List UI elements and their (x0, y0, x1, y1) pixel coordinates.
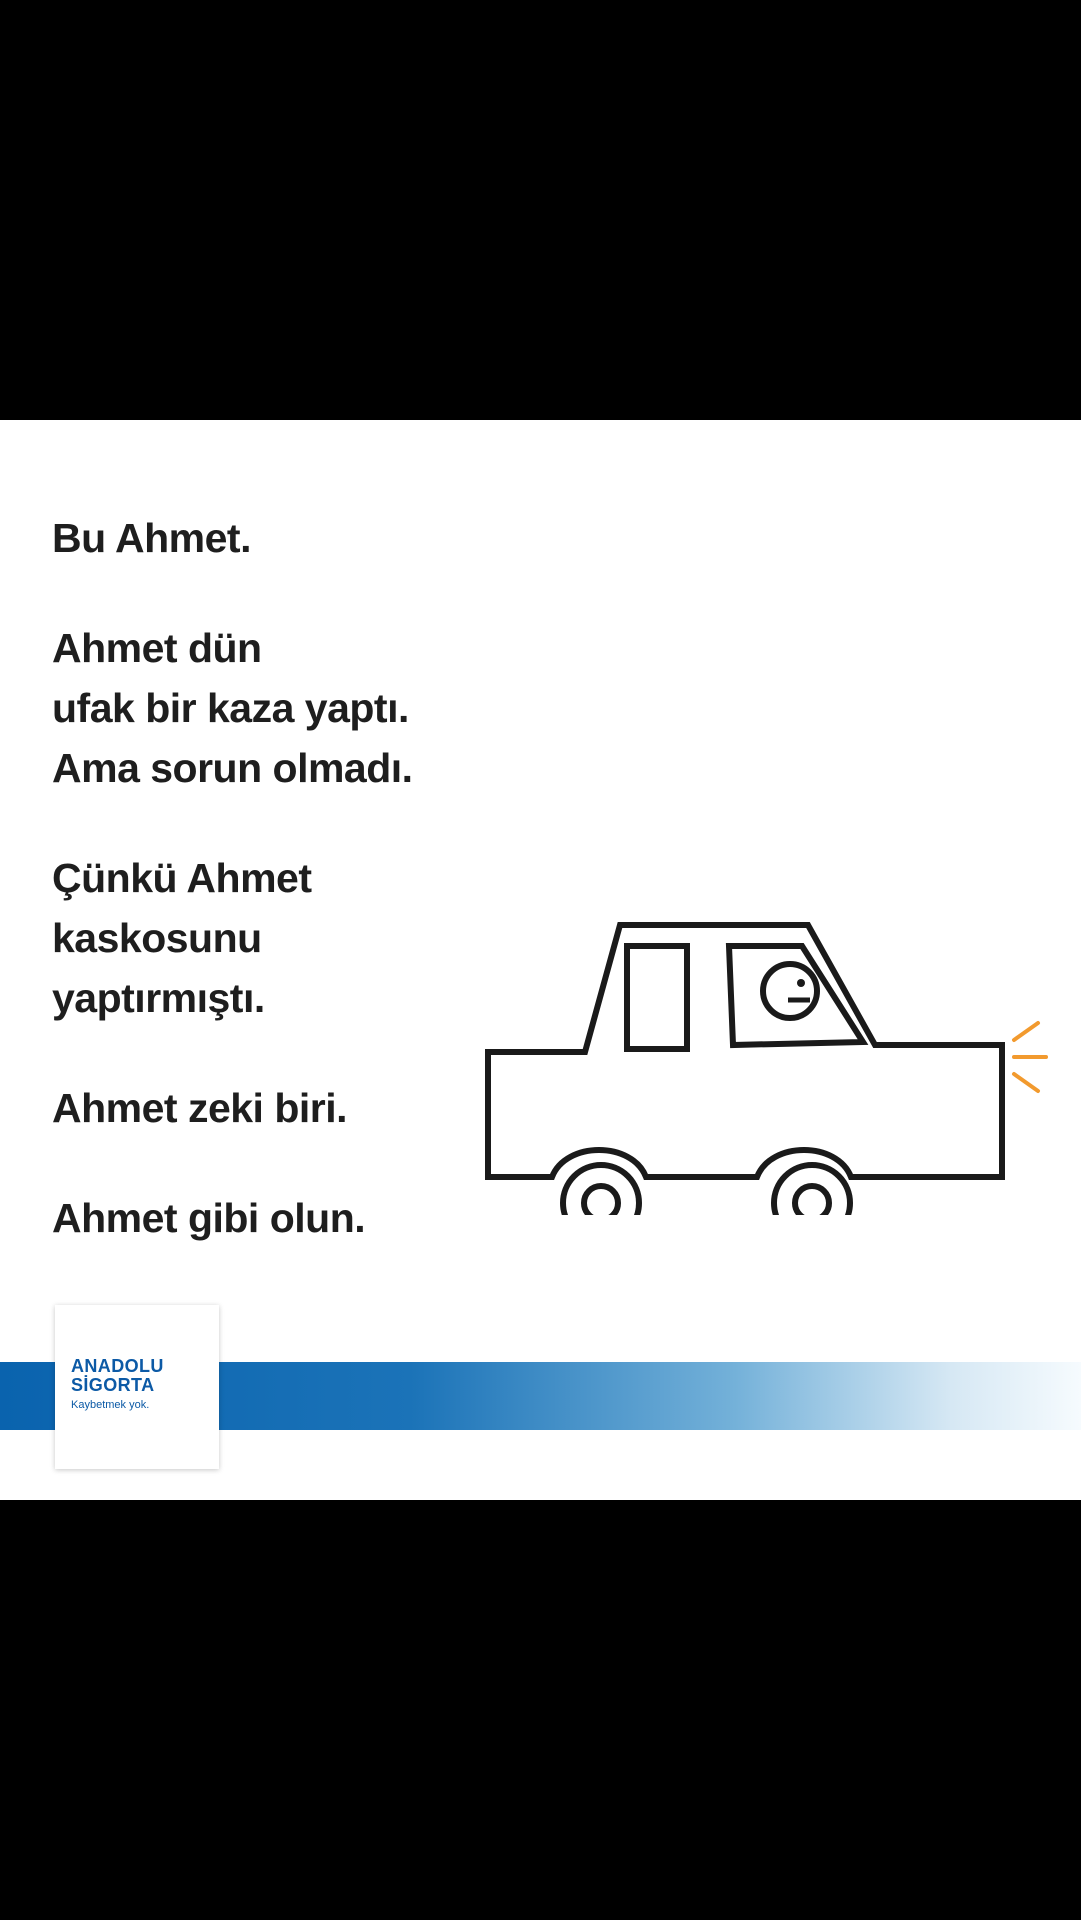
copy-line: kaskosunu (52, 915, 262, 961)
front-wheel (563, 1165, 639, 1215)
rear-wheel (774, 1165, 850, 1215)
copy-line: Ahmet zeki biri. (52, 1085, 348, 1131)
driver-eye (797, 979, 805, 987)
paragraph-call-to-action (52, 1188, 492, 1248)
logo-tagline: Kaybetmek yok. (71, 1399, 150, 1411)
ad-card (0, 420, 1081, 1500)
logo-wordmark (71, 1357, 164, 1395)
copy-line: ufak bir kaza yaptı. (52, 685, 409, 731)
car-icon (480, 915, 1060, 1215)
paragraph-intro (52, 508, 492, 568)
tail-light-flash (1014, 1023, 1046, 1091)
rear-hubcap (795, 1186, 829, 1215)
car-rear-window (627, 946, 687, 1049)
ad-copy (52, 508, 492, 1248)
car-front-window (729, 946, 863, 1045)
copy-line: Ahmet gibi olun. (52, 1195, 366, 1241)
paragraph-insurance (52, 848, 492, 1028)
copy-line: Ama sorun olmadı. (52, 745, 413, 791)
copy-line: Ahmet dün (52, 625, 262, 671)
logo-line-2: SİGORTA (71, 1375, 155, 1395)
copy-line: Bu Ahmet. (52, 515, 251, 561)
logo-line-1: ANADOLU (71, 1356, 164, 1376)
driver-head (763, 964, 817, 1018)
paragraph-accident (52, 618, 492, 798)
copy-line: Çünkü Ahmet (52, 855, 312, 901)
copy-line: yaptırmıştı. (52, 975, 265, 1021)
paragraph-smart (52, 1078, 492, 1138)
anadolu-sigorta-logo (55, 1305, 219, 1469)
front-hubcap (584, 1186, 618, 1215)
car-body (488, 925, 1002, 1177)
